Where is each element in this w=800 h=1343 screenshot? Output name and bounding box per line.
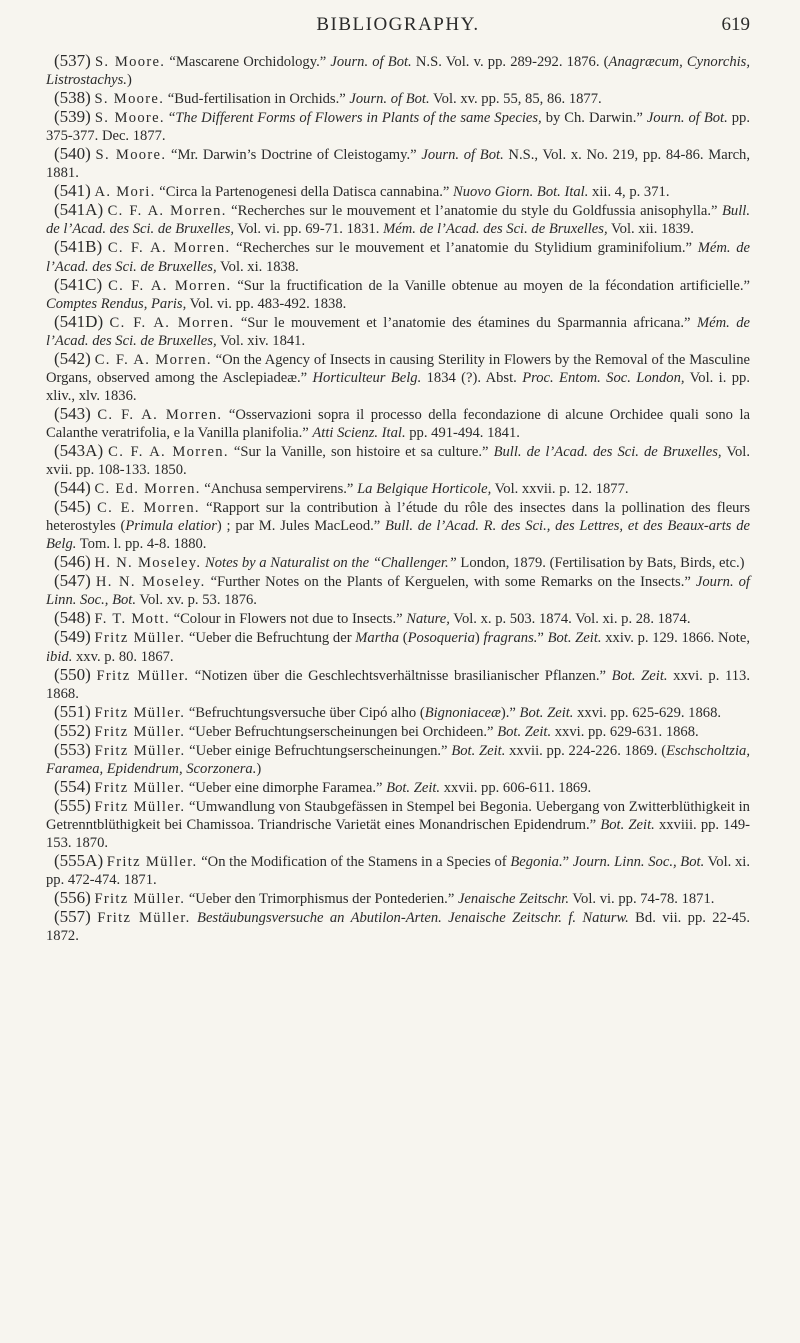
entry-text: xxvi. pp. 625-629. 1868. xyxy=(573,704,722,721)
entry-italic-text: Notes by a Naturalist on the “Challenger.” xyxy=(204,555,457,572)
entry-italic-text: Bull. de l’Acad. R. des Sci., des Lettres, et des Beaux-arts de Belg. xyxy=(46,518,751,553)
entry-number: (549) xyxy=(54,627,91,647)
bibliography-entry xyxy=(46,703,750,722)
bibliography-entry xyxy=(46,350,750,405)
bibliography-entry xyxy=(46,442,750,479)
entry-number: (537) xyxy=(54,51,91,70)
entry-author: C. F. A. Morren. xyxy=(94,351,212,368)
entry-text: xxviii. pp. 149-153. 1870. xyxy=(46,816,750,851)
bibliography-entry xyxy=(46,722,750,741)
entry-italic-text: Mém. de l’Acad. des Sci. de Bruxelles, xyxy=(383,221,608,238)
entry-text: Vol. xi. pp. 472-474. 1871. xyxy=(46,854,750,889)
entry-italic-text: fragrans. xyxy=(483,630,538,647)
entry-number: (546) xyxy=(54,552,91,572)
entry-author: A. Mori. xyxy=(94,184,156,201)
entry-text: “Recherches sur le mouvement et l’anatomie du Stylidium graminifolium.” xyxy=(230,240,698,257)
entry-author: C. F. A. Morren. xyxy=(107,203,227,220)
entry-italic-text: Begonia. xyxy=(510,854,563,871)
entry-number: (541B) xyxy=(54,237,103,257)
entry-text: Vol. xxvii. p. 12. 1877. xyxy=(491,481,629,498)
entry-italic-text: Journ. of Bot. xyxy=(349,91,430,108)
entry-text: ) xyxy=(126,72,132,89)
entry-number: (557) xyxy=(54,907,91,927)
entry-author: Fritz Müller. xyxy=(94,798,186,815)
bibliography-entry xyxy=(46,182,750,201)
entry-italic-text: Journ. of Bot. xyxy=(421,147,504,164)
entry-text: ) xyxy=(474,630,484,647)
entry-text: Vol. x. p. 503. 1874. Vol. xi. p. 28. 1874. xyxy=(449,611,691,628)
entry-text: “Ueber die Befruchtung der xyxy=(185,630,356,647)
entry-author: S. Moore. xyxy=(94,110,165,127)
entry-italic-text: Journ. of Linn. Soc., Bot. xyxy=(46,574,750,609)
entry-italic-text: Journ. of Bot. xyxy=(330,54,412,70)
entry-text: N.S., Vol. x. No. 219, pp. 84-86. March, 1881. xyxy=(46,147,751,182)
entry-italic-text: Bull. de l’Acad. des Sci. de Bruxelles, xyxy=(493,443,722,460)
entry-author: Fritz Müller. xyxy=(94,630,186,647)
entry-text: Vol. xvii. pp. 108-133. 1850. xyxy=(46,443,750,479)
entry-author: S. Moore. xyxy=(94,91,165,108)
entry-author: Fritz Müller. xyxy=(106,854,198,871)
entry-text: Vol. xv. p. 53. 1876. xyxy=(136,592,257,609)
entry-text: Vol. xii. 1839. xyxy=(607,221,694,238)
entry-author: C. E. Morren. xyxy=(97,500,200,517)
entry-author: S. Moore. xyxy=(95,54,166,70)
entry-text: “Osservazioni sopra il processo della fecondazione di alcune Orchidee quali sono la Calanthe veratrifolia, e la Vanilla planifolia.” xyxy=(46,406,751,441)
bibliography-entry xyxy=(46,889,750,908)
entry-text: Vol. i. pp. xliv., xlv. 1836. xyxy=(46,369,750,404)
entry-author: H. N. Moseley. xyxy=(95,574,206,591)
entry-number: (555A) xyxy=(54,851,104,871)
entry-text: 1834 (?). Abst. xyxy=(421,369,523,386)
bibliography-entry xyxy=(46,852,750,889)
entry-text: ) ; par M. Jules MacLeod.” xyxy=(216,518,386,535)
bibliography-entry xyxy=(46,628,750,665)
entry-text: “Recherches sur le mouvement et l’anatomie du style du Goldfussia anisophylla.” xyxy=(226,203,723,220)
entry-text: “Ueber den Trimorphismus der Pontederien.” xyxy=(185,891,458,908)
entry-text: xxvi. p. 113. 1868. xyxy=(46,667,751,702)
entry-text: “Sur la fructification de la Vanille obtenue au moyen de la fécondation artificielle.” xyxy=(231,277,751,294)
entry-italic-text: La Belgique Horticole, xyxy=(357,481,492,498)
entry-text: “Anchusa sempervirens.” xyxy=(200,481,358,498)
entry-italic-text: Bot. Zeit. xyxy=(497,723,552,740)
entry-italic-text: Bot. Zeit. xyxy=(611,667,668,684)
entry-text: Tom. l. pp. 4-8. 1880. xyxy=(76,536,207,553)
entry-text: “Ueber eine dimorphe Faramea.” xyxy=(185,779,387,796)
entry-number: (538) xyxy=(54,88,91,108)
entry-number: (539) xyxy=(54,107,91,127)
entry-number: (550) xyxy=(54,664,91,684)
entry-italic-text: Bull. de l’Acad. des Sci. de Bruxelles, xyxy=(46,203,750,238)
bibliography-entry xyxy=(46,498,750,553)
entry-text: “Bud-fertilisation in Orchids.” xyxy=(164,91,350,108)
entry-text: ) xyxy=(256,760,262,777)
entry-italic-text: Bot. Zeit. xyxy=(386,779,441,796)
entry-text: “Colour in Flowers not due to Insects.” xyxy=(169,611,407,628)
entry-number: (543A) xyxy=(54,440,104,460)
entry-number: (541C) xyxy=(54,274,103,294)
entry-author: H. N. Moseley. xyxy=(94,555,202,572)
entry-text: “Mr. Darwin’s Doctrine of Cleistogamy.” xyxy=(166,147,422,164)
entry-author: C. F. A. Morren. xyxy=(108,443,229,460)
bibliography-entry xyxy=(46,609,750,628)
bibliography-entry xyxy=(46,89,750,108)
entry-italic-text: Bestäubungsversuche an Abutilon-Arten. Jenaische Zeitschr. f. Naturw. xyxy=(197,910,629,927)
entry-text: London, 1879. (Fertilisation by Bats, Birds, etc.) xyxy=(456,555,745,572)
entry-text: by Ch. Darwin.” xyxy=(541,110,647,127)
entry-text: “ xyxy=(164,110,176,127)
bibliography-entry xyxy=(46,797,750,852)
bibliography-entry xyxy=(46,276,750,313)
entry-author: F. T. Mott. xyxy=(94,611,170,628)
entry-text: xxv. p. 80. 1867. xyxy=(72,648,174,665)
bibliography-entry xyxy=(46,741,750,778)
entry-text: Vol. xiv. 1841. xyxy=(216,332,306,349)
bibliography-entry xyxy=(46,145,750,182)
entry-author: C. F. A. Morren. xyxy=(97,406,223,423)
entry-author: C. F. A. Morren. xyxy=(108,277,232,294)
entry-italic-text: The Different Forms of Flowers in Plants of the same Species, xyxy=(175,110,542,127)
entry-text: “Rapport sur la contribution à l’étude du rôle des insectes dans la pollination des fleurs heterostyles ( xyxy=(46,500,751,535)
bibliography-entry xyxy=(46,52,750,89)
entry-text: ” xyxy=(537,630,548,647)
entry-number: (556) xyxy=(54,888,91,908)
entry-text: ( xyxy=(399,630,408,647)
entry-italic-text: Proc. Entom. Soc. London, xyxy=(522,369,685,386)
bibliography-entry xyxy=(46,405,750,442)
entry-author: C. F. A. Morren. xyxy=(107,240,231,257)
bibliography-entry xyxy=(46,479,750,498)
entry-italic-text: Horticulteur Belg. xyxy=(312,369,422,386)
entry-italic-text: Bot. Zeit. xyxy=(519,704,574,721)
entry-text: “Circa la Partenogenesi della Datisca cannabina.” xyxy=(155,184,453,201)
running-head: BIBLIOGRAPHY. xyxy=(316,14,480,35)
entry-italic-text: Posoqueria xyxy=(407,630,475,647)
entry-number: (540) xyxy=(54,144,91,164)
entry-text: ” xyxy=(562,854,573,871)
entry-author: Fritz Müller. xyxy=(94,704,186,721)
page-header xyxy=(46,0,750,52)
entry-author: C. Ed. Morren. xyxy=(94,481,201,498)
entry-text: Vol. vi. pp. 69-71. 1831. xyxy=(234,221,384,238)
entry-italic-text: Bot. Zeit. xyxy=(600,816,655,833)
entry-text: Vol. xv. pp. 55, 85, 86. 1877. xyxy=(429,91,602,108)
entry-number: (555) xyxy=(54,795,91,815)
entry-text: Vol. vi. pp. 74-78. 1871. xyxy=(569,891,715,908)
bibliography-entry xyxy=(46,572,750,609)
entry-number: (541D) xyxy=(54,311,104,331)
entry-text: “On the Agency of Insects in causing Sterility in Flowers by the Removal of the Masculine Organs, observed among the Asclepiadeæ.” xyxy=(46,351,750,386)
entry-text: “Further Notes on the Plants of Kerguelen, with some Remarks on the Insects.” xyxy=(205,574,696,591)
entry-text: xxvii. pp. 606-611. 1869. xyxy=(440,779,592,796)
entry-text: xxiv. p. 129. 1866. Note, xyxy=(601,630,750,647)
bibliography-entry xyxy=(46,108,750,145)
entry-italic-text: Atti Scienz. Ital. xyxy=(312,424,406,441)
entry-italic-text: Bignoniaceæ xyxy=(424,704,501,721)
bibliography-entry xyxy=(46,778,750,797)
entry-text: “Befruchtungsversuche über Cipó alho ( xyxy=(185,704,425,721)
entry-italic-text: Bot. Zeit. xyxy=(451,742,506,759)
entry-author: Fritz Müller. xyxy=(97,910,191,927)
bibliography-entry xyxy=(46,201,750,238)
entry-text: Bd. vii. pp. 22-45. 1872. xyxy=(46,910,750,945)
entry-italic-text: Nature, xyxy=(406,611,450,628)
entry-italic-text: Nuovo Giorn. Bot. Ital. xyxy=(452,184,589,201)
entry-number: (552) xyxy=(54,720,91,740)
entry-author: C. F. A. Morren. xyxy=(109,314,235,331)
entry-number: (547) xyxy=(54,571,91,591)
entry-italic-text: Anagræcum, Cynorchis, Listrostachys. xyxy=(46,54,751,89)
entry-number: (545) xyxy=(54,497,91,517)
entry-author: Fritz Müller. xyxy=(94,891,186,908)
entry-author: Fritz Müller. xyxy=(94,742,186,759)
entry-italic-text: Martha xyxy=(355,630,400,647)
entry-number: (553) xyxy=(54,739,91,759)
entry-italic-text: Mém. de l’Acad. des Sci. de Bruxelles, xyxy=(46,240,750,275)
entry-text: pp. 491-494. 1841. xyxy=(405,424,520,441)
entry-italic-text: Journ. of Bot. xyxy=(646,110,728,127)
entry-text: “On the Modification of the Stamens in a Species of xyxy=(197,854,511,871)
entry-text: Vol. xi. 1838. xyxy=(216,258,299,275)
bibliography-entry xyxy=(46,553,750,572)
entry-text: “Sur la Vanille, son histoire et sa culture.” xyxy=(228,443,494,460)
entry-number: (541) xyxy=(54,181,91,201)
entry-author: Fritz Müller. xyxy=(94,779,186,796)
bibliography-entry xyxy=(46,238,750,275)
entry-text: “Ueber Befruchtungserscheinungen bei Orchideen.” xyxy=(185,723,498,740)
entry-text: “Notizen über die Geschlechtsverhältnisse brasilianischer Pflanzen.” xyxy=(189,667,612,684)
entry-text: ).” xyxy=(500,704,520,721)
bibliography-entry xyxy=(46,666,750,703)
bibliography-entry xyxy=(46,908,750,945)
entry-italic-text: Eschscholtzia, Faramea, Epidendrum, Scorzonera. xyxy=(46,742,750,777)
entry-text: xxvi. pp. 629-631. 1868. xyxy=(551,723,699,740)
entry-text: pp. 375-377. Dec. 1877. xyxy=(46,110,750,145)
entry-text: xii. 4, p. 371. xyxy=(588,184,670,201)
entry-author: Fritz Müller. xyxy=(96,667,190,684)
entry-number: (543) xyxy=(54,403,91,423)
bibliography-list xyxy=(46,52,750,945)
bibliography-entry xyxy=(46,313,750,350)
entry-text: “Ueber einige Befruchtungserscheinungen.” xyxy=(185,742,452,759)
entry-number: (548) xyxy=(54,608,91,628)
entry-text: N.S. Vol. v. pp. 289-292. 1876. ( xyxy=(411,54,609,70)
entry-italic-text: Bot. Zeit. xyxy=(547,630,602,647)
page-number: 619 xyxy=(721,14,750,35)
entry-italic-text: ibid. xyxy=(46,648,73,665)
entry-italic-text: Mém. de l’Acad. des Sci. de Bruxelles, xyxy=(46,314,750,349)
entry-author: Fritz Müller. xyxy=(94,723,186,740)
entry-number: (551) xyxy=(54,701,91,721)
entry-number: (544) xyxy=(54,478,91,498)
entry-italic-text: Primula elatior xyxy=(125,518,217,535)
entry-italic-text: Journ. Linn. Soc., Bot. xyxy=(572,854,705,871)
entry-number: (541A) xyxy=(54,200,104,220)
entry-italic-text: Jenaische Zeitschr. xyxy=(457,891,570,908)
entry-number: (542) xyxy=(54,348,91,368)
entry-italic-text: Comptes Rendus, Paris, xyxy=(46,295,187,312)
entry-text: “Sur le mouvement et l’anatomie des étamines du Sparmannia africana.” xyxy=(234,314,697,331)
entry-number: (554) xyxy=(54,776,91,796)
entry-text: “Umwandlung von Staubgefässen in Stempel bei Begonia. Uebergang von Zwitterblüthigkeit in Getrenntblüthigkeit bei Chamissoa. Triandrische Varietät eines Monandrischen Epidendrum.” xyxy=(46,798,750,833)
entry-text: “Mascarene Orchidology.” xyxy=(165,54,331,70)
entry-author: S. Moore. xyxy=(95,147,167,164)
entry-text: xxvii. pp. 224-226. 1869. ( xyxy=(505,742,667,759)
entry-text: Vol. vi. pp. 483-492. 1838. xyxy=(186,295,347,312)
